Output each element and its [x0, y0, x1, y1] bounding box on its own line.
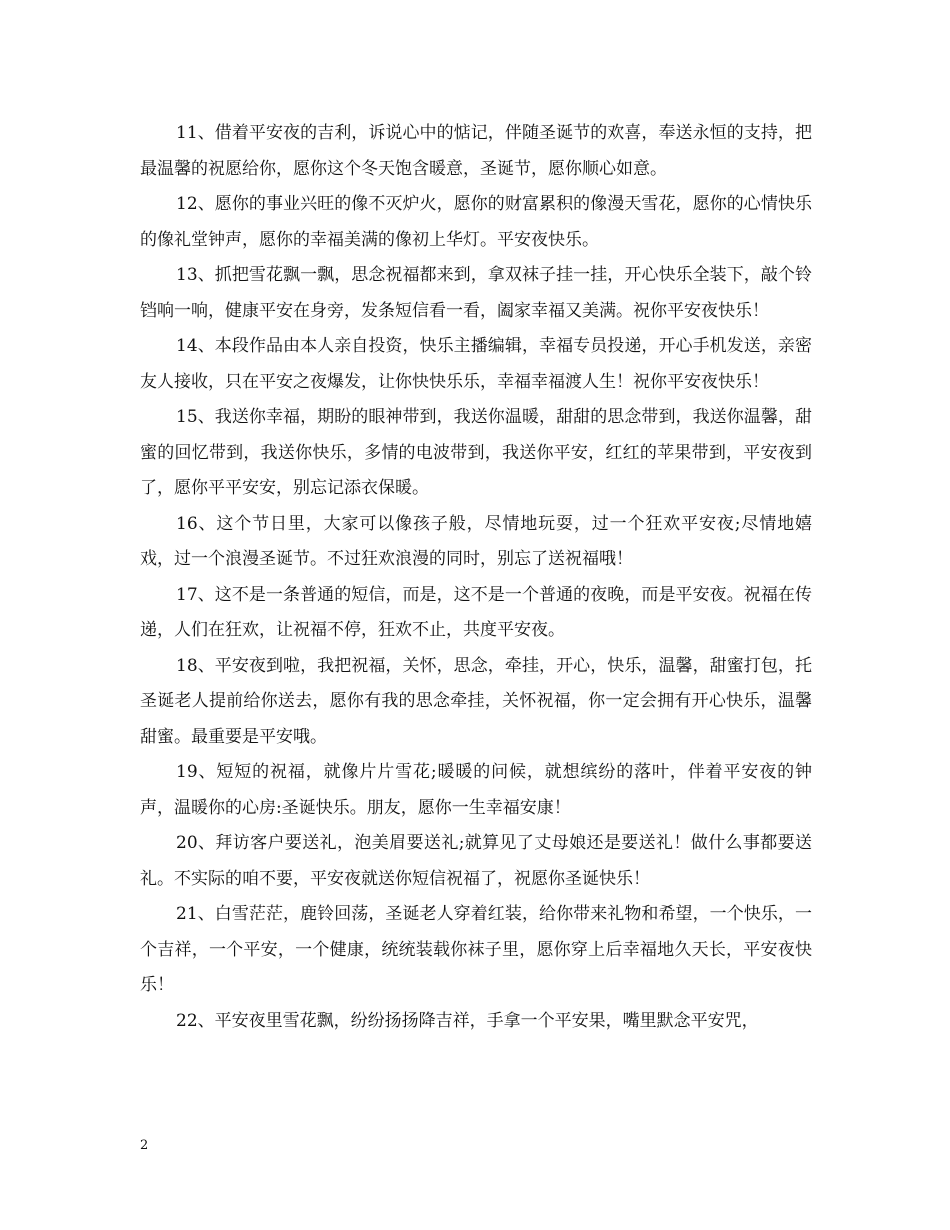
paragraph-16: 16、这个节日里，大家可以像孩子般，尽情地玩耍，过一个狂欢平安夜;尽情地嬉戏，过一个浪漫圣诞节。不过狂欢浪漫的同时，别忘了送祝福哦！ [140, 513, 812, 569]
paragraph-18: 18、平安夜到啦，我把祝福，关怀，思念，牵挂，开心，快乐，温馨，甜蜜打包，托圣诞老人提前给你送去，愿你有我的思念牵挂，关怀祝福，你一定会拥有开心快乐，温馨甜蜜。最重要是平安哦。 [140, 655, 812, 747]
body-text [140, 116, 812, 1039]
paragraph-22: 22、平安夜里雪花飘，纷纷扬扬降吉祥，手拿一个平安果，嘴里默念平安咒， [176, 1010, 759, 1031]
paragraph-14: 14、本段作品由本人亲自投资，快乐主播编辑，幸福专员投递，开心手机发送，亲密友人接收，只在平安之夜爆发，让你快快乐乐，幸福幸福渡人生！祝你平安夜快乐！ [140, 336, 812, 392]
paragraph-19: 19、短短的祝福，就像片片雪花;暖暖的问候，就想缤纷的落叶，伴着平安夜的钟声，温暖你的心房:圣诞快乐。朋友，愿你一生幸福安康！ [140, 762, 812, 818]
paragraph-11: 11、借着平安夜的吉利，诉说心中的惦记，伴随圣诞节的欢喜，奉送永恒的支持，把最温馨的祝愿给你，愿你这个冬天饱含暖意，圣诞节，愿你顺心如意。 [140, 123, 812, 179]
paragraph-17: 17、这不是一条普通的短信，而是，这不是一个普通的夜晚，而是平安夜。祝福在传递，人们在狂欢，让祝福不停，狂欢不止，共度平安夜。 [140, 584, 812, 640]
paragraph-13: 13、抓把雪花飘一飘，思念祝福都来到，拿双袜子挂一挂，开心快乐全装下，敲个铃铛响一响，健康平安在身旁，发条短信看一看，阖家幸福又美满。祝你平安夜快乐！ [140, 265, 812, 321]
paragraph-21: 21、白雪茫茫，鹿铃回荡，圣诞老人穿着红装，给你带来礼物和希望，一个快乐，一个吉祥，一个平安，一个健康，统统装载你袜子里，愿你穿上后幸福地久天长，平安夜快乐！ [140, 904, 812, 995]
page-number: 2 [140, 1138, 149, 1153]
paragraph-15: 15、我送你幸福，期盼的眼神带到，我送你温暖，甜甜的思念带到，我送你温馨，甜蜜的回忆带到，我送你快乐，多情的电波带到，我送你平安，红红的苹果带到，平安夜到了，愿你平平安安，别忘记添衣保暖。 [140, 407, 812, 498]
paragraph-20: 20、拜访客户要送礼，泡美眉要送礼;就算见了丈母娘还是要送礼！做什么事都要送礼。不实际的咱不要，平安夜就送你短信祝福了，祝愿你圣诞快乐！ [140, 833, 812, 889]
paragraph-12: 12、愿你的事业兴旺的像不灭炉火，愿你的财富累积的像漫天雪花，愿你的心情快乐的像礼堂钟声，愿你的幸福美满的像初上华灯。平安夜快乐。 [140, 194, 812, 250]
